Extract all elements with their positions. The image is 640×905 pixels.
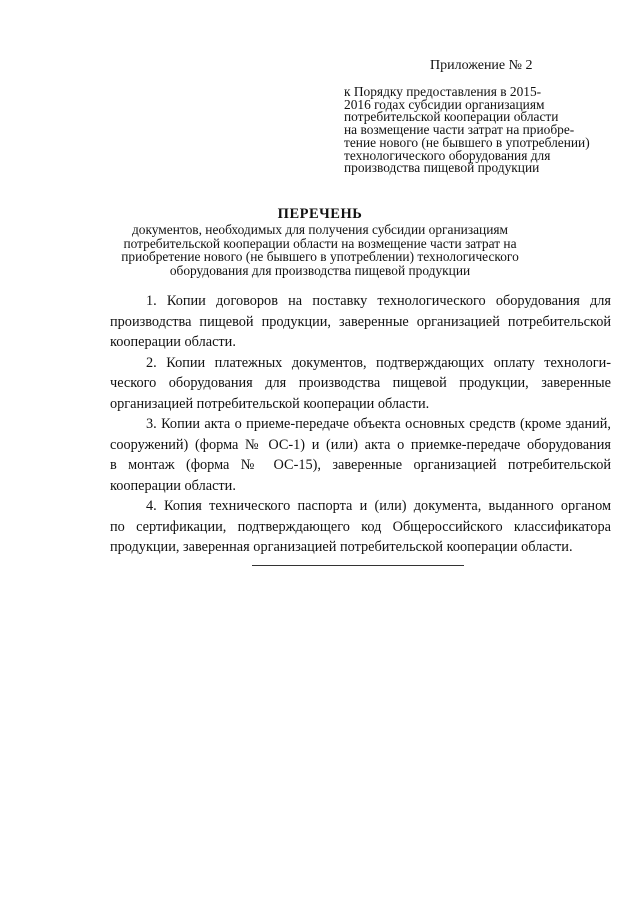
- appendix-line: 2016 годах субсидии организациям: [344, 96, 545, 112]
- list-item-2: [110, 353, 611, 415]
- item-line: кооперации области.: [110, 477, 236, 494]
- item-line: продукции, заверенная организацией потребительской кооперации области.: [110, 539, 573, 555]
- list-item-4: [110, 496, 611, 558]
- appendix-line: технологического оборудования для: [344, 147, 551, 163]
- subtitle-line: потребительской кооперации области на возмещение части затрат на: [123, 235, 517, 251]
- item-line: организацией потребительской кооперации области.: [110, 395, 430, 412]
- appendix-text: [344, 84, 590, 176]
- item-line: по сертификации, подтверждающего код Общероссийского классификатора: [110, 518, 611, 535]
- list-item-3: [110, 414, 611, 496]
- appendix-line: тение нового (не бывшего в употреблении): [344, 134, 590, 150]
- appendix-line: производства пищевой продукции: [344, 160, 540, 176]
- item-line: 1. Копии договоров на поставку технологического оборудования для: [146, 293, 611, 309]
- item-line: 2. Копии платежных документов, подтверждающих оплату технологи-: [146, 354, 611, 371]
- item-line: кооперации области.: [110, 334, 236, 350]
- document-subtitle: [110, 223, 530, 277]
- appendix-block: [344, 58, 590, 176]
- document-body: [110, 291, 611, 558]
- list-item-1: [110, 291, 611, 353]
- item-line: производства пищевой продукции, заверенные организацией потребительской: [110, 313, 611, 330]
- subtitle-line: оборудования для производства пищевой продукции: [169, 262, 471, 278]
- item-line: в монтаж (форма № ОС-15), заверенные организацией потребительской: [110, 457, 611, 473]
- item-line: сооружений) (форма № ОС-1) и (или) акта о приемке-передаче оборудования: [110, 436, 611, 453]
- item-line: 3. Копии акта о приеме-передаче объекта основных средств (кроме зданий,: [146, 416, 611, 432]
- subtitle-line: приобретение нового (не бывшего в употреблении) технологического: [121, 249, 519, 264]
- appendix-line: к Порядку предоставления в 2015-: [344, 84, 542, 99]
- appendix-line: на возмещение части затрат на приобре-: [344, 122, 575, 138]
- appendix-line: потребительской кооперации области: [344, 109, 559, 125]
- appendix-title: Приложение № 2: [430, 58, 533, 73]
- subtitle-line: документов, необходимых для получения субсидии организациям: [131, 222, 509, 237]
- document-heading: ПЕРЕЧЕНЬ: [277, 206, 363, 222]
- end-divider: [252, 565, 464, 566]
- item-line: ческого оборудования для производства пищевой продукции, заверенные: [110, 375, 611, 391]
- item-line: 4. Копия технического паспорта и (или) документа, выданного органом: [146, 498, 611, 514]
